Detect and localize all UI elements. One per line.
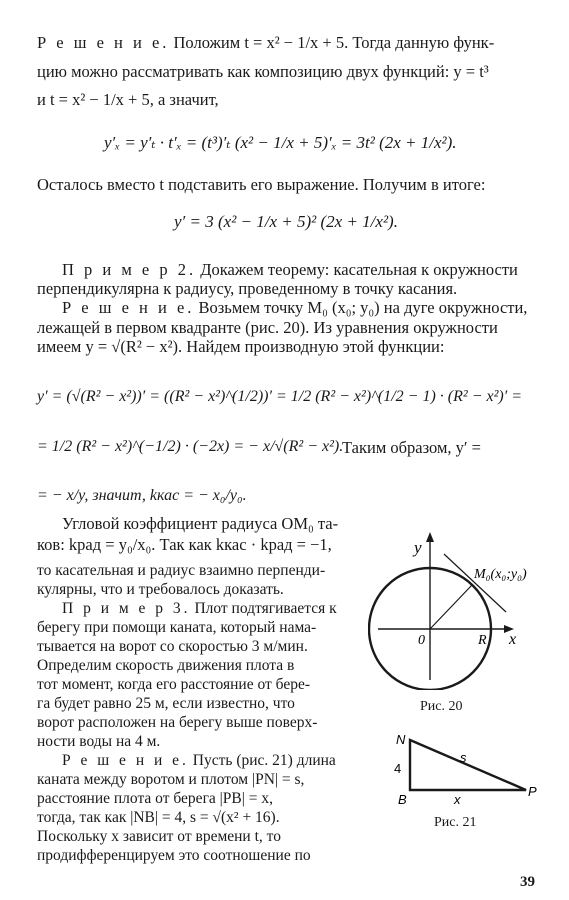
solution3-line4: тогда, так как |NB| = 4, s = √(x² + 16). — [37, 809, 280, 826]
solution3-line6: продифференцируем это соотношение по — [37, 847, 311, 864]
formula-1: y′ₓ = y′ₜ · t′ₓ = (t³)′ₜ (x² − 1/x + 5)′ₓ = 3t² (2x + 1/x²). — [104, 133, 457, 152]
fig21-p-label: P — [528, 784, 537, 799]
fig20-y-label: y — [414, 538, 422, 557]
solution3-line5: Поскольку x зависит от времени t, то — [37, 828, 281, 845]
fig20-x-label: x — [509, 631, 517, 648]
fig20-r-label: R — [478, 633, 487, 648]
example3-line2: берегу при помощи каната, который нама- — [37, 619, 317, 636]
solution2-line3: имеем y = √(R² − x²). Найдем производную этой функции: — [37, 337, 445, 356]
solution2-line1-text: Возьмем точку M₀ (x₀; y₀) на дуге окружности, — [198, 298, 528, 317]
para1-line2: цию можно рассматривать как композицию двух функций: y = t³ — [37, 62, 489, 81]
formula-3: y′ = (√(R² − x²))′ = ((R² − x²)^(1/2))′ = 1/2 (R² − x²)^(1/2 − 1) · (R² − x²)′ = — [37, 388, 523, 405]
example3-line6: га будет равно 25 м, если известно, что — [37, 695, 295, 712]
example2-line1 — [62, 260, 518, 280]
fig21-s-label: s — [460, 750, 467, 765]
slope-line3: то касательная и радиус взаимно перпенди- — [37, 562, 326, 579]
slope-line4: кулярны, что и требовалось доказать. — [37, 581, 284, 598]
formula-5: = − x/y, значит, kкас = − x₀/y₀. — [37, 487, 247, 504]
solution2-line1 — [62, 298, 527, 318]
fig21-b-label: B — [398, 792, 407, 807]
fig20-radius — [430, 585, 472, 629]
example3-line5: тот момент, когда его расстояние от бере- — [37, 676, 310, 693]
solution3-line1-text: Пусть (рис. 21) длина — [192, 752, 336, 769]
example3-line8: ности воды на 4 м. — [37, 733, 161, 750]
fig21-caption: Рис. 21 — [434, 815, 477, 830]
fig20-origin-label: 0 — [418, 633, 425, 648]
fig21-triangle — [410, 740, 526, 790]
solution3-line3: расстояние плота от берега |PB| = x, — [37, 790, 273, 807]
formula-4a: = 1/2 (R² − x²)^(−1/2) · (−2x) = − x/√(R² − x²). — [37, 438, 344, 455]
solution-lead: Р е ш е н и е. — [37, 33, 170, 52]
example3-line1 — [62, 599, 337, 619]
solution3-line2: каната между воротом и плотом |PN| = s, — [37, 771, 305, 788]
example2-line1-text: Докажем теорему: касательная к окружности — [200, 260, 518, 279]
example3-lead: П р и м е р 3. — [62, 600, 191, 617]
fig20-caption: Рис. 20 — [420, 699, 463, 714]
fig20-point-label: M₀(x₀;y₀) — [474, 567, 527, 582]
formula-2: y′ = 3 (x² − 1/x + 5)² (2x + 1/x²). — [174, 212, 398, 231]
example3-line4: Определим скорость движения плота в — [37, 657, 295, 674]
example3-line1-text: Плот подтягивается к — [194, 600, 337, 617]
example2-lead: П р и м е р 2. — [62, 260, 197, 279]
para1-line1-text: Положим t = x² − 1/x + 5. Тогда данную функ- — [173, 33, 495, 52]
page-number: 39 — [520, 874, 535, 890]
para1-line1 — [37, 33, 494, 53]
fig21-four-label: 4 — [394, 761, 402, 776]
solution3-line1 — [62, 751, 336, 771]
fig20-tangent — [444, 554, 506, 612]
para1-line3: и t = x² − 1/x + 5, а значит, — [37, 90, 219, 109]
example2-line2: перпендикулярна к радиусу, проведенному в точку касания. — [37, 279, 458, 298]
fig21-x-label: x — [454, 792, 461, 807]
figure-20 — [368, 520, 558, 690]
para2: Осталось вместо t подставить его выражение. Получим в итоге: — [37, 175, 486, 194]
solution2-line2: лежащей в первом квадранте (рис. 20). Из уравнения окружности — [37, 318, 498, 337]
figure-21 — [388, 728, 548, 808]
slope-line1: Угловой коэффициент радиуса OM₀ та- — [62, 514, 339, 533]
example3-line7: ворот расположен на берегу выше поверх- — [37, 714, 318, 731]
solution2-lead: Р е ш е н и е. — [62, 298, 195, 317]
fig21-n-label: N — [396, 732, 406, 747]
example3-line3: тывается на ворот со скоростью 3 м/мин. — [37, 638, 308, 655]
fig20-y-arrow — [426, 532, 434, 542]
solution3-lead: Р е ш е н и е. — [62, 752, 189, 769]
formula-4b: Таким образом, y′ = — [342, 438, 481, 457]
slope-line2: ков: kрад = y₀/x₀. Так как kкас · kрад = −1, — [37, 535, 332, 554]
